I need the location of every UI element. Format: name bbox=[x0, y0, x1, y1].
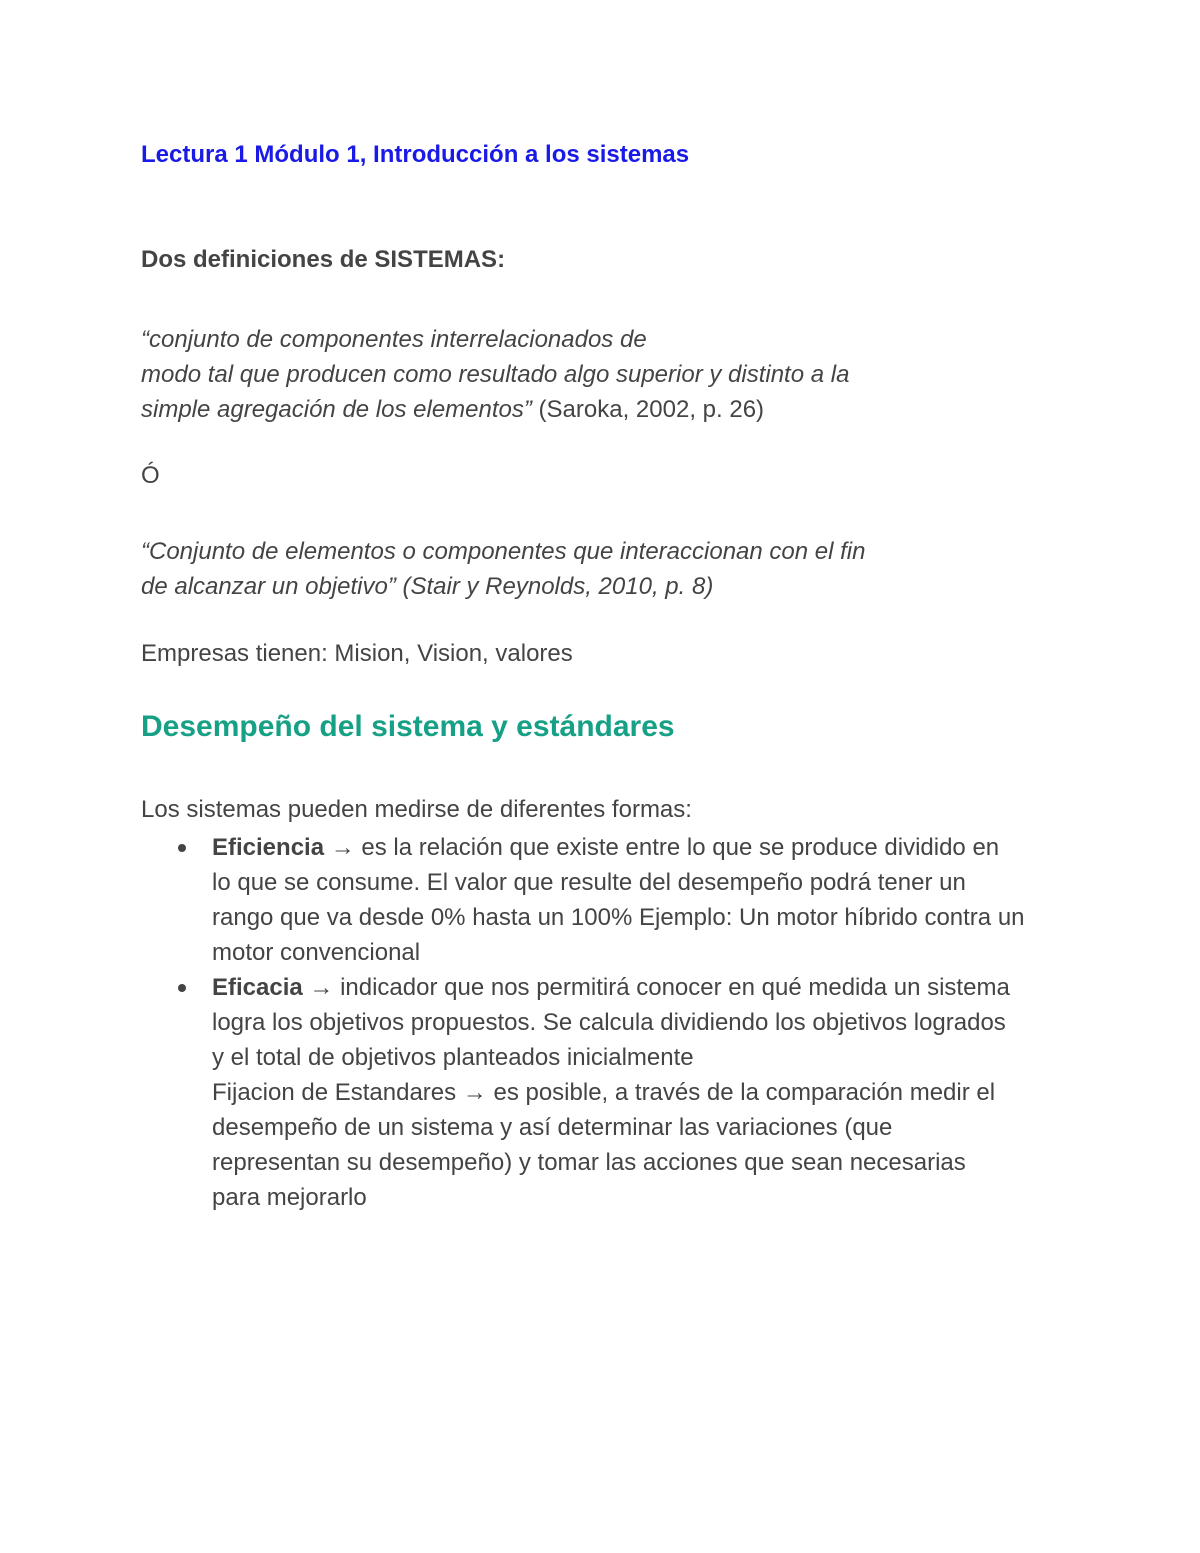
or-separator: Ó bbox=[141, 462, 160, 489]
intro-text: Los sistemas pueden medirse de diferentes formas: bbox=[141, 796, 692, 823]
definition-quote-2 bbox=[141, 534, 865, 604]
eficacia-line-5: desempeño de un sistema y así determinar las variaciones (que bbox=[212, 1114, 893, 1141]
eficiencia-line-1-rest: → es la relación que existe entre lo que se produce dividido en bbox=[324, 834, 1000, 861]
eficacia-line-1-rest: → indicador que nos permitirá conocer en qué medida un sistema bbox=[302, 974, 1010, 1001]
eficacia-line-7: para mejorarlo bbox=[212, 1184, 367, 1211]
quote-1-line-3 bbox=[141, 392, 849, 427]
measures-list bbox=[172, 830, 1072, 1215]
eficiencia-line-1 bbox=[212, 830, 1072, 865]
section-heading: Desempeño del sistema y estándares bbox=[141, 710, 675, 743]
quote-1-line-3-text: simple agregación de los elementos” bbox=[141, 396, 532, 423]
eficacia-line-3: y el total de objetivos planteados inicialmente bbox=[212, 1044, 694, 1071]
quote-1-line-2: modo tal que producen como resultado algo superior y distinto a la bbox=[141, 361, 850, 388]
quote-1-line-1: “conjunto de componentes interrelacionados de bbox=[141, 326, 647, 353]
eficacia-term: Eficacia bbox=[212, 974, 303, 1001]
list-item-eficiencia bbox=[172, 830, 1072, 970]
document-title: Lectura 1 Módulo 1, Introducción a los sistemas bbox=[141, 141, 690, 168]
eficiencia-line-4: motor convencional bbox=[212, 939, 421, 966]
quote-2-line-2: de alcanzar un objetivo” (Stair y Reynolds, 2010, p. 8) bbox=[141, 573, 714, 600]
quote-2-line-1: “Conjunto de elementos o componentes que interaccionan con el fin bbox=[141, 538, 866, 565]
eficiencia-term: Eficiencia bbox=[212, 834, 325, 861]
eficacia-line-4: Fijacion de Estandares → es posible, a través de la comparación medir el bbox=[212, 1079, 996, 1106]
quote-1-citation: (Saroka, 2002, p. 26) bbox=[531, 396, 765, 423]
empresas-text: Empresas tienen: Mision, Vision, valores bbox=[141, 640, 573, 667]
eficiencia-line-3: rango que va desde 0% hasta un 100% Ejemplo: Un motor híbrido contra un bbox=[212, 904, 1025, 931]
bullet-icon bbox=[178, 984, 186, 992]
list-item-eficacia bbox=[172, 970, 1072, 1215]
eficiencia-line-2: lo que se consume. El valor que resulte del desempeño podrá tener un bbox=[212, 869, 966, 896]
eficacia-line-2: logra los objetivos propuestos. Se calcula dividiendo los objetivos logrados bbox=[212, 1009, 1006, 1036]
eficacia-line-1 bbox=[212, 970, 1072, 1005]
definitions-heading: Dos definiciones de SISTEMAS: bbox=[141, 246, 506, 273]
bullet-icon bbox=[178, 844, 186, 852]
eficacia-line-6: representan su desempeño) y tomar las acciones que sean necesarias bbox=[212, 1149, 966, 1176]
definition-quote-1 bbox=[141, 322, 849, 427]
